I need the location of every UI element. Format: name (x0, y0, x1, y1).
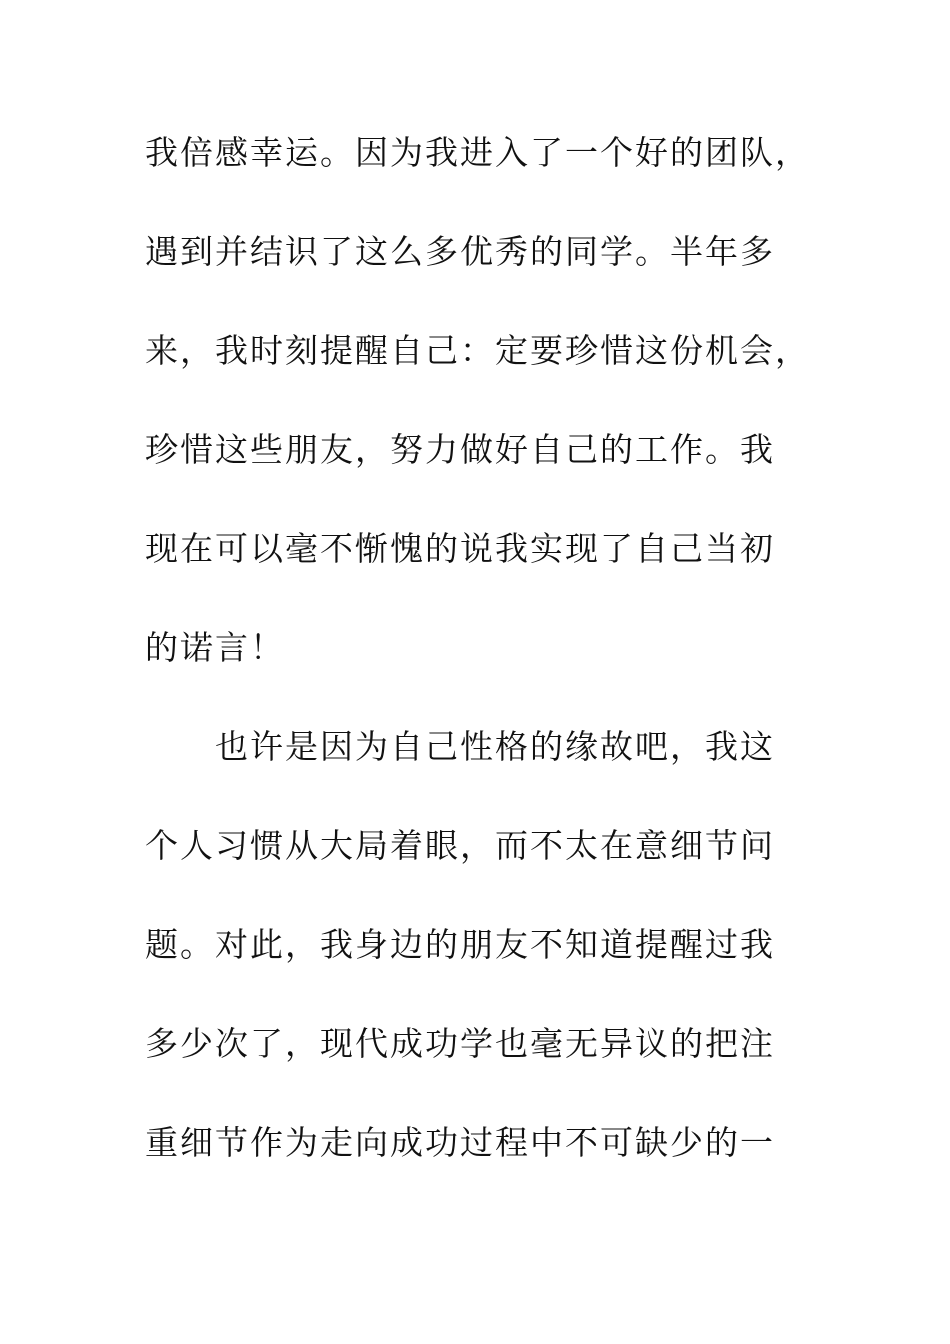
text-line: 重细节作为走向成功过程中不可缺少的一 (145, 1123, 775, 1162)
text-line: 多少次了，现代成功学也毫无异议的把注 (145, 1024, 775, 1063)
document-body (145, 120, 810, 1209)
text-line: 我倍感幸运。因为我进入了一个好的团队， (145, 133, 810, 172)
text-line: 来，我时刻提醒自己：定要珍惜这份机会， (145, 331, 810, 370)
text-line: 也许是因为自己性格的缘故吧，我这 (145, 727, 775, 766)
text-line: 题。对此，我身边的朋友不知道提醒过我 (145, 925, 775, 964)
text-line: 珍惜这些朋友，努力做好自己的工作。我 (145, 430, 775, 469)
text-line: 现在可以毫不惭愧的说我实现了自己当初 (145, 529, 775, 568)
text-line: 的诺言！ (145, 628, 285, 667)
text-line: 遇到并结识了这么多优秀的同学。半年多 (145, 232, 775, 271)
text-line: 个人习惯从大局着眼，而不太在意细节问 (145, 826, 775, 865)
